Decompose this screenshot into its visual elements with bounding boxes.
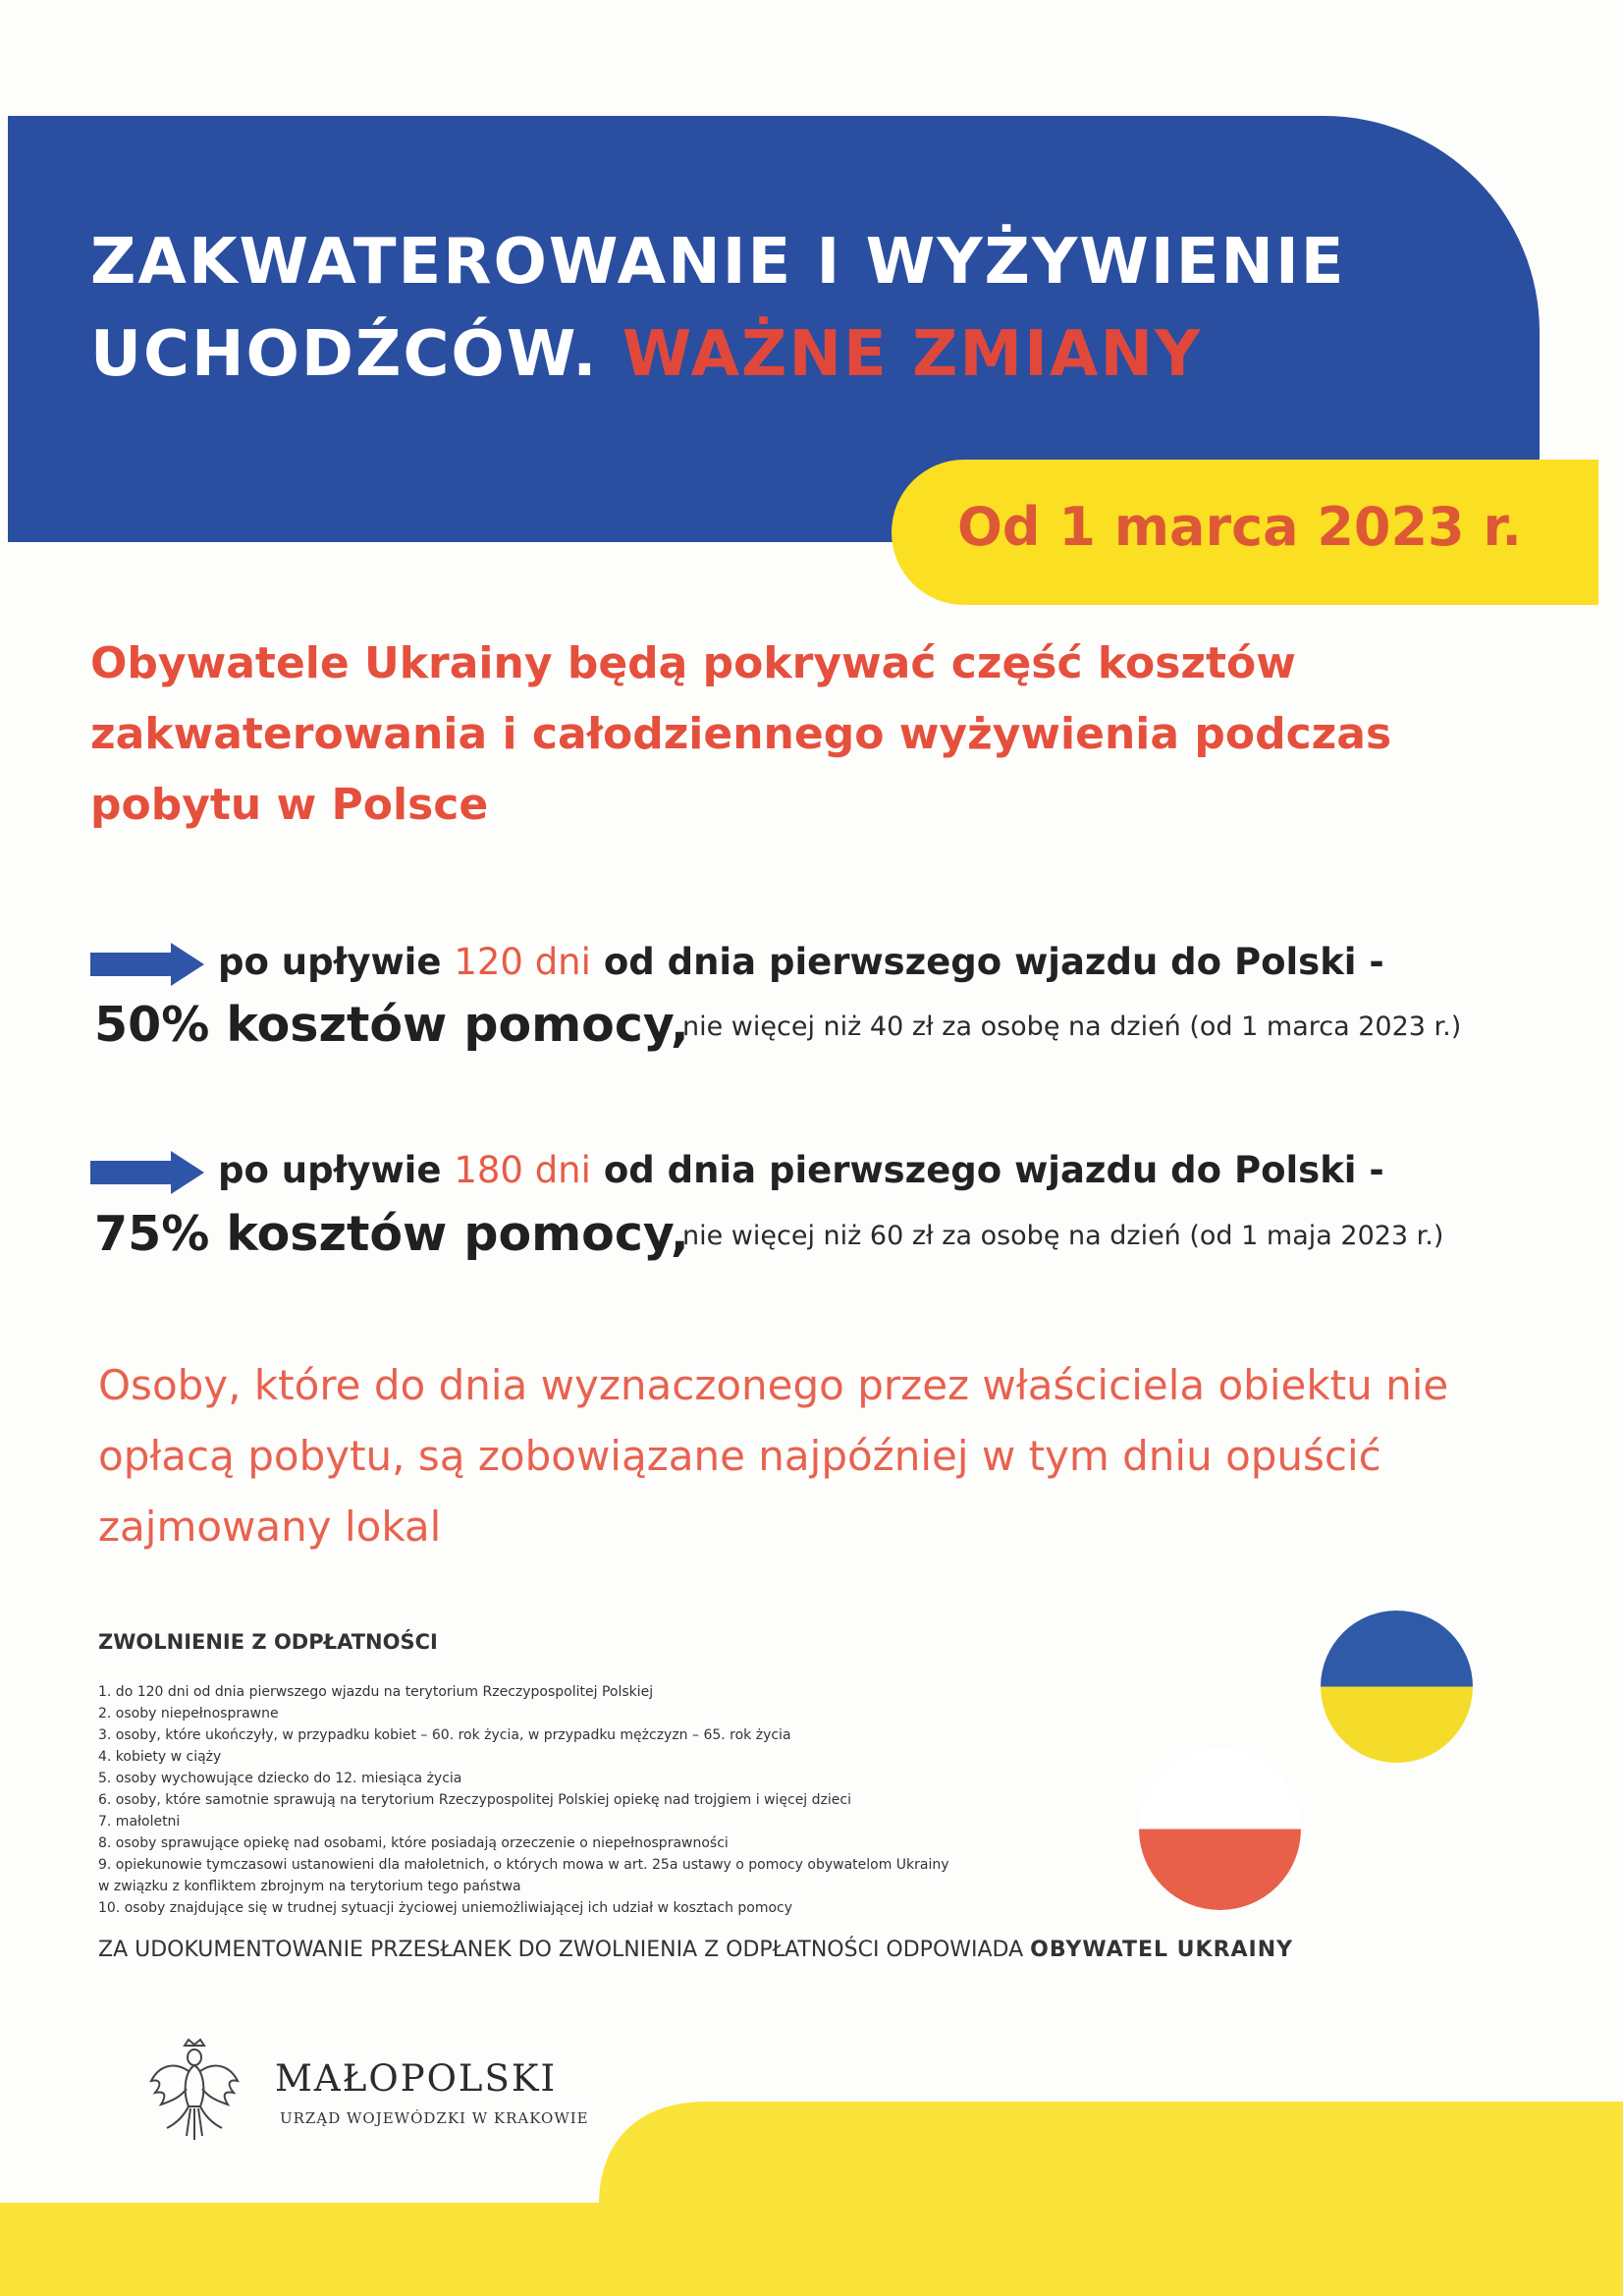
list-item: 2. osoby niepełnosprawne bbox=[98, 1706, 279, 1722]
poland-flag-icon bbox=[1139, 1748, 1301, 1910]
eviction-notice: Osoby, które do dnia wyznaczonego przez właściciela obiektu nie opłacą pobytu, są zobowiązane najpóźniej w tym dniu opuścić zajmowany lokal bbox=[98, 1361, 1449, 1551]
list-item: 9. opiekunowie tymczasowi ustanowieni dla małoletnich, o których mowa w art. 25a ustawy o pomocy obywatelom Ukrainy bbox=[98, 1857, 949, 1873]
arrow-right-icon bbox=[90, 943, 204, 986]
ukraine-flag-icon bbox=[1321, 1611, 1473, 1763]
exemptions-list bbox=[98, 1681, 1109, 1919]
list-item: 7. małoletni bbox=[98, 1814, 181, 1830]
title-highlight: WAŻNE ZMIANY bbox=[622, 318, 1203, 391]
list-item: 5. osoby wychowujące dziecko do 12. miesiąca życia bbox=[98, 1771, 462, 1786]
rule-2-limit: nie więcej niż 60 zł za osobę na dzień (od 1 maja 2023 r.) bbox=[682, 1221, 1444, 1251]
responsibility-emphasis: OBYWATEL UKRAINY bbox=[1030, 1938, 1294, 1962]
arrow-right-icon bbox=[90, 1151, 204, 1194]
rule-1-limit: nie więcej niż 40 zł za osobę na dzień (od 1 marca 2023 r.) bbox=[682, 1011, 1462, 1042]
exemptions-heading: ZWOLNIENIE Z ODPŁATNOŚCI bbox=[98, 1630, 438, 1654]
list-item: 8. osoby sprawujące opiekę nad osobami, które posiadają orzeczenie o niepełnosprawności bbox=[98, 1835, 729, 1851]
rule-2-percent: 75% kosztów pomocy, bbox=[94, 1206, 689, 1262]
rule-2-condition: po upływie 180 dni od dnia pierwszego wjazdu do Polski - bbox=[218, 1149, 1384, 1191]
title-line-1: ZAKWATEROWANIE I WYŻYWIENIE bbox=[90, 226, 1346, 299]
list-item: 10. osoby znajdujące się w trudnej sytuacji życiowej uniemożliwiającej ich udział w kosztach pomocy bbox=[98, 1900, 793, 1916]
eagle-emblem-icon bbox=[145, 2038, 243, 2146]
list-item: 6. osoby, które samotnie sprawują na terytorium Rzeczypospolitej Polskiej opiekę nad trojgiem i więcej dzieci bbox=[98, 1792, 851, 1808]
list-item: 1. do 120 dni od dnia pierwszego wjazdu na terytorium Rzeczypospolitej Polskiej bbox=[98, 1684, 654, 1700]
rule-2-days: 180 dni bbox=[454, 1149, 591, 1191]
intro-text: Obywatele Ukrainy będą pokrywać część kosztów zakwaterowania i całodziennego wyżywienia podczas pobytu w Polsce bbox=[90, 638, 1392, 830]
rule-1-percent: 50% kosztów pomocy, bbox=[94, 997, 689, 1053]
list-item: w związku z konfliktem zbrojnym na terytorium tego państwa bbox=[98, 1879, 521, 1894]
rule-1-condition: po upływie 120 dni od dnia pierwszego wjazdu do Polski - bbox=[218, 941, 1384, 983]
list-item: 3. osoby, które ukończyły, w przypadku kobiet – 60. rok życia, w przypadku mężczyzn – 65. rok życia bbox=[98, 1727, 791, 1743]
date-badge-text: Od 1 marca 2023 r. bbox=[957, 496, 1522, 558]
page-title bbox=[90, 216, 1346, 401]
rule-1-days: 120 dni bbox=[454, 941, 591, 983]
responsibility-statement: ZA UDOKUMENTOWANIE PRZESŁANEK DO ZWOLNIENIA Z ODPŁATNOŚCI ODPOWIADA OBYWATEL UKRAINY bbox=[98, 1938, 1294, 1962]
title-line-2: UCHODŹCÓW. bbox=[90, 318, 599, 391]
brand-name: MAŁOPOLSKI bbox=[275, 2057, 558, 2100]
list-item: 4. kobiety w ciąży bbox=[98, 1749, 222, 1765]
brand-subtitle: URZĄD WOJEWÓDZKI W KRAKOWIE bbox=[280, 2109, 589, 2127]
